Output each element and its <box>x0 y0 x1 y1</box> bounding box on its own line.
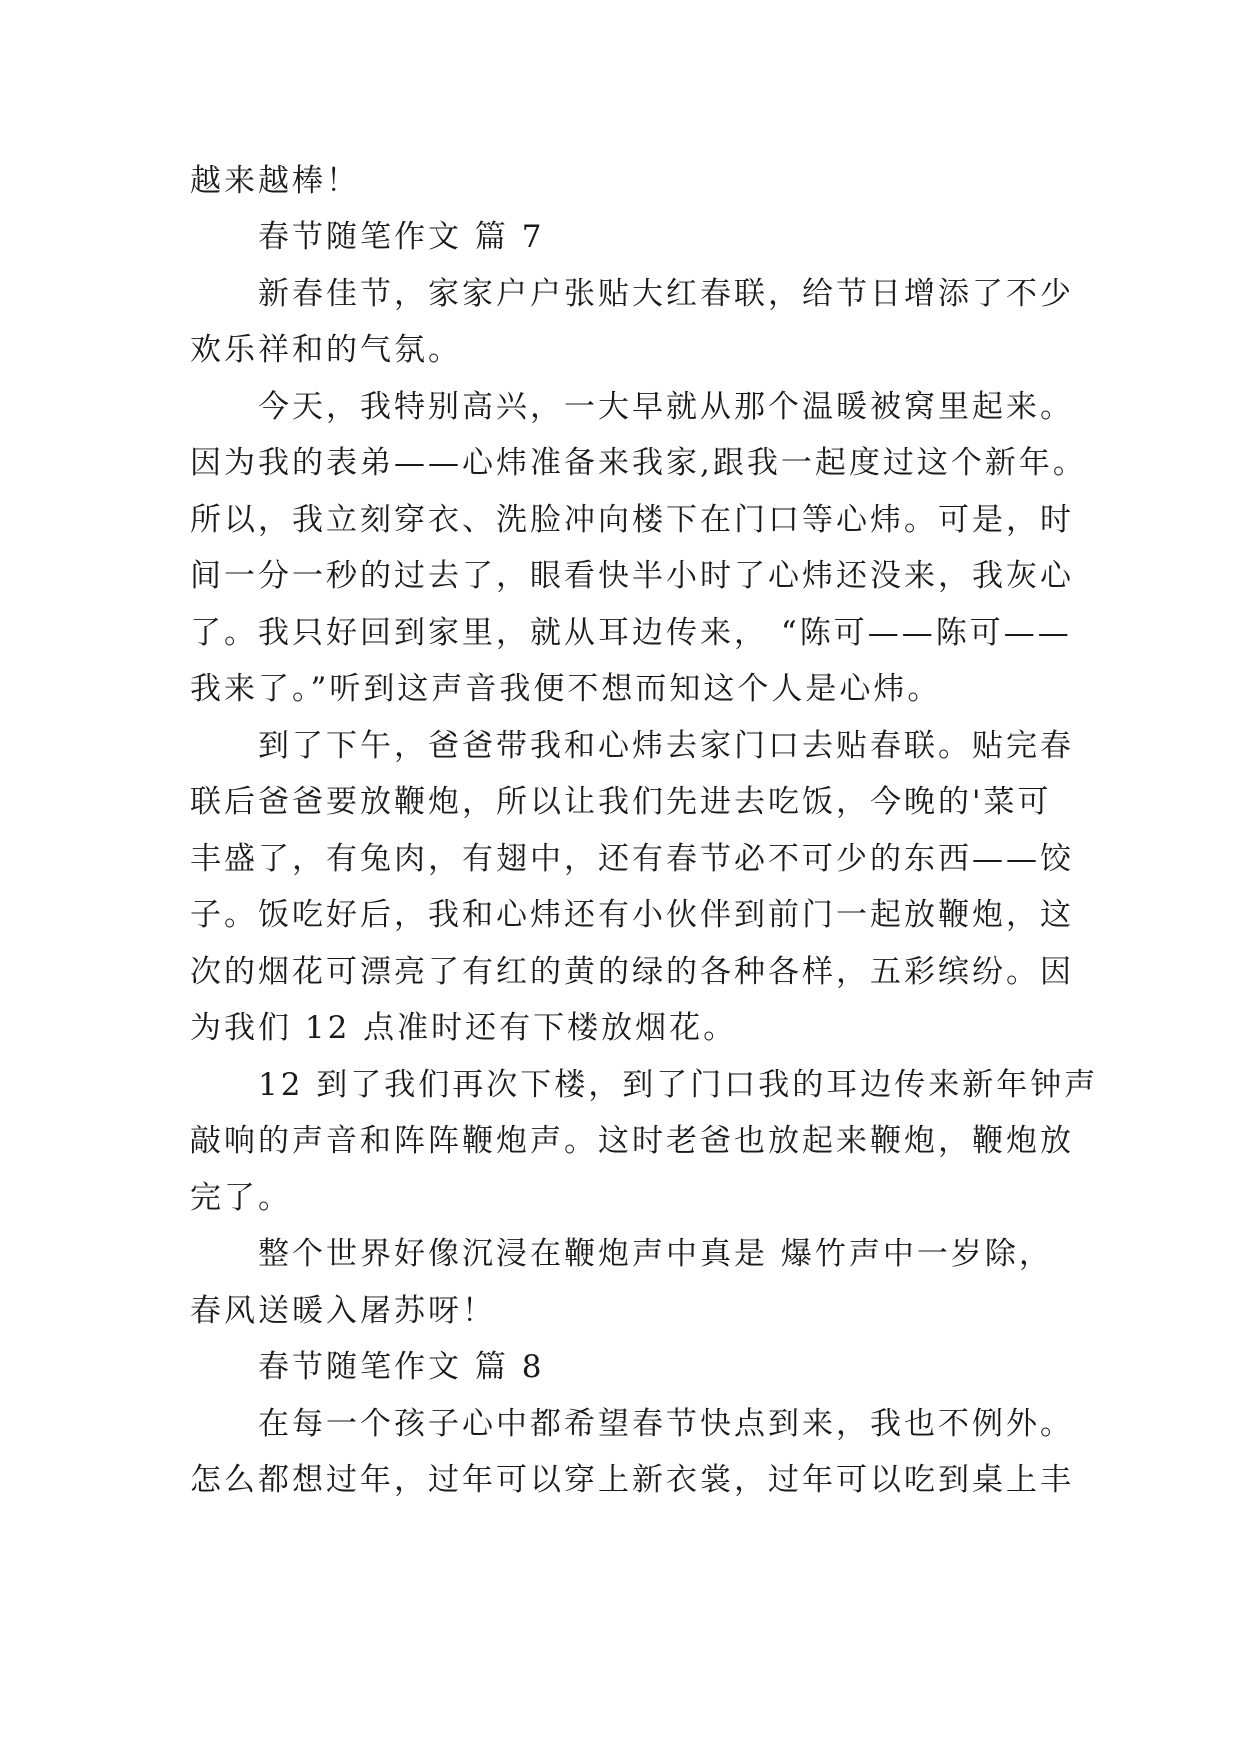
paragraph-line: 为我们 12 点准时还有下楼放烟花。 <box>190 1010 738 1046</box>
paragraph-line: 敲响的声音和阵阵鞭炮声。这时老爸也放起来鞭炮，鞭炮放 <box>190 1123 1074 1159</box>
paragraph-line: 怎么都想过年，过年可以穿上新衣裳，过年可以吃到桌上丰 <box>190 1462 1074 1498</box>
paragraph-line: 次的烟花可漂亮了有红的黄的绿的各种各样，五彩缤纷。因 <box>190 954 1074 990</box>
paragraph-line: 到了下午，爸爸带我和心炜去家门口去贴春联。贴完春 <box>258 728 1074 764</box>
paragraph-line: 欢乐祥和的气氛。 <box>190 332 462 368</box>
paragraph-line: 我来了。”听到这声音我便不想而知这个人是心炜。 <box>190 671 942 707</box>
paragraph-line: 新春佳节，家家户户张贴大红春联，给节日增添了不少 <box>258 276 1074 312</box>
text-line: 越来越棒！ <box>190 163 360 199</box>
section-heading: 春节随笔作文 篇 7 <box>258 219 545 255</box>
paragraph-line: 完了。 <box>190 1180 292 1216</box>
paragraph-line: 所以，我立刻穿衣、洗脸冲向楼下在门口等心炜。可是，时 <box>190 502 1074 538</box>
paragraph-line: 子。饭吃好后，我和心炜还有小伙伴到前门一起放鞭炮，这 <box>190 897 1074 933</box>
paragraph-line: 整个世界好像沉浸在鞭炮声中真是 爆竹声中一岁除， <box>258 1236 1053 1272</box>
paragraph-line: 因为我的表弟——心炜准备来我家,跟我一起度过这个新年。 <box>190 445 1087 481</box>
paragraph-line: 春风送暖入屠苏呀！ <box>190 1293 496 1329</box>
paragraph-line: 12 到了我们再次下楼，到了门口我的耳边传来新年钟声 <box>258 1067 1099 1103</box>
paragraph-line: 今天，我特别高兴，一大早就从那个温暖被窝里起来。 <box>258 389 1074 425</box>
section-heading: 春节随笔作文 篇 8 <box>258 1349 545 1385</box>
paragraph-line: 间一分一秒的过去了，眼看快半小时了心炜还没来，我灰心 <box>190 558 1074 594</box>
paragraph-line: 联后爸爸要放鞭炮，所以让我们先进去吃饭，今晚的'菜可 <box>190 784 1052 820</box>
paragraph-line: 丰盛了，有兔肉，有翅中，还有春节必不可少的东西——饺 <box>190 841 1074 877</box>
paragraph-line: 在每一个孩子心中都希望春节快点到来，我也不例外。 <box>258 1406 1074 1442</box>
paragraph-line: 了。我只好回到家里，就从耳边传来， “陈可——陈可—— <box>190 615 1072 651</box>
